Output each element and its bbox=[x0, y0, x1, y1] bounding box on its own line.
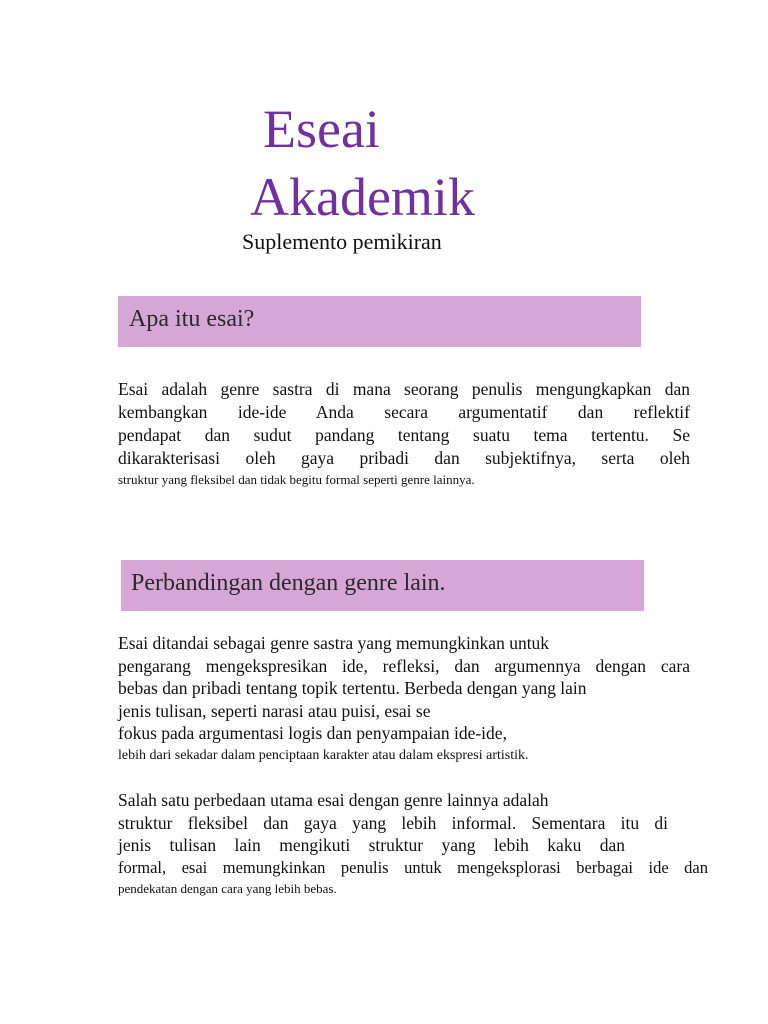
paragraph-line: lebih dari sekadar dalam penciptaan karakter atau dalam ekspresi artistik. bbox=[118, 747, 529, 763]
page-title-line-2: Akademik bbox=[250, 167, 475, 227]
paragraph-line: formal, esai memungkinkan penulis untuk mengeksplorasi berbagai ide dan bbox=[118, 857, 708, 877]
paragraph-line: kembangkan ide-ide Anda secara argumentatif dan reflektif bbox=[118, 402, 690, 422]
paragraph-line: struktur yang fleksibel dan tidak begitu formal seperti genre lainnya. bbox=[118, 472, 475, 487]
paragraph-essay-definition bbox=[118, 378, 690, 490]
paragraph-line: Esai adalah genre sastra di mana seorang penulis mengungkapkan dan bbox=[118, 379, 690, 399]
paragraph-line: Esai ditandai sebagai genre sastra yang memungkinkan untuk bbox=[118, 633, 550, 653]
paragraph-comparison-2 bbox=[118, 789, 708, 899]
page-subtitle: Suplemento pemikiran bbox=[242, 229, 442, 254]
paragraph-line: jenis tulisan, seperti narasi atau puisi, esai se bbox=[118, 700, 431, 721]
paragraph-line: bebas dan pribadi tentang topik tertentu. Berbeda dengan yang lain bbox=[118, 678, 587, 698]
section-heading-text: Apa itu esai? bbox=[129, 306, 255, 332]
paragraph-line: struktur fleksibel dan gaya yang lebih informal. Sementara itu di bbox=[118, 812, 668, 833]
paragraph-comparison-1 bbox=[118, 632, 690, 766]
page-title-line-1: Eseai bbox=[263, 99, 380, 159]
paragraph-line: fokus pada argumentasi logis dan penyampaian ide-ide, bbox=[118, 723, 507, 743]
section-heading-text: Perbandingan dengan genre lain. bbox=[131, 570, 446, 596]
paragraph-line: pendekatan dengan cara yang lebih bebas. bbox=[118, 881, 337, 896]
paragraph-line: pengarang mengekspresikan ide, refleksi, dan argumennya dengan cara bbox=[118, 655, 690, 676]
section-heading-what-is-essay bbox=[118, 296, 641, 347]
section-heading-comparison bbox=[121, 560, 644, 611]
paragraph-line: dikarakterisasi oleh gaya pribadi dan subjektifnya, serta oleh bbox=[118, 448, 690, 468]
paragraph-line: Salah satu perbedaan utama esai dengan genre lainnya adalah bbox=[118, 790, 549, 810]
paragraph-line: pendapat dan sudut pandang tentang suatu tema tertentu. Se bbox=[118, 425, 690, 445]
paragraph-line: jenis tulisan lain mengikuti struktur yang lebih kaku dan bbox=[118, 835, 625, 855]
